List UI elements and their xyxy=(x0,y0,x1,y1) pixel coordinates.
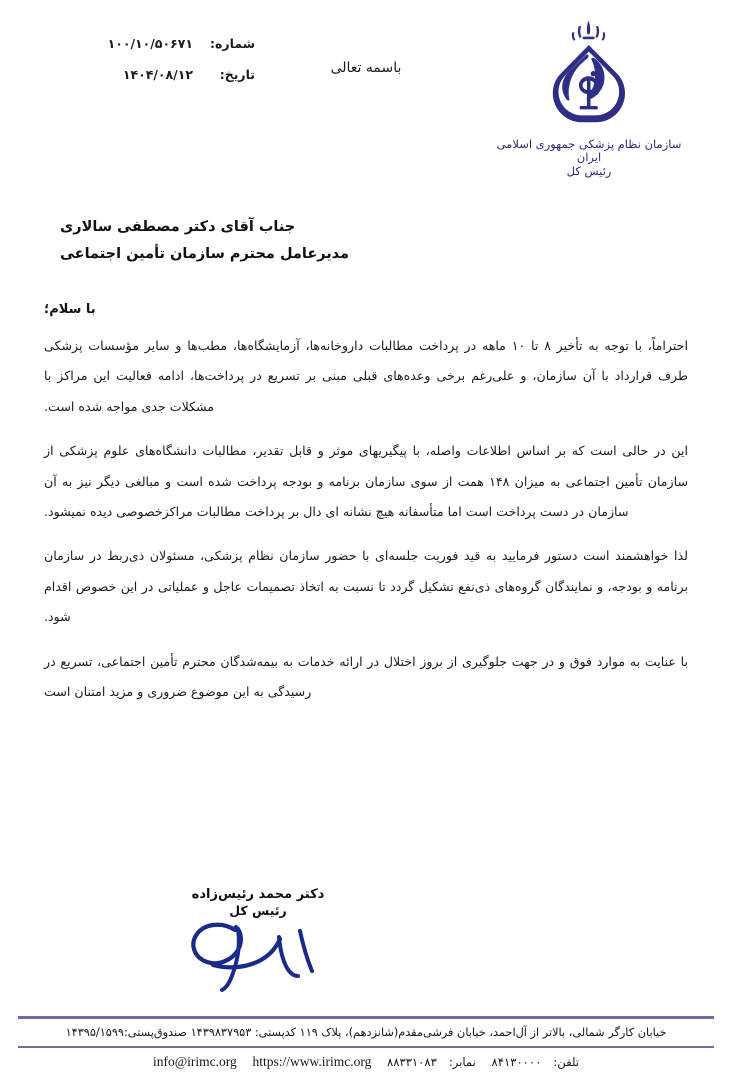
phone-label: تلفن: xyxy=(553,1055,580,1069)
body-paragraph: لذا خواهشمند است دستور فرمایید به قید فوریت جلسه‌ای با حضور سازمان نظام پزشکی، مسئولان ذی‌ربط در سازمان برنامه و بودجه، و نمایندگان گروه‌های ذی‌نفع تشکیل گردد تا نسبت به اتخاذ تصمیمات عاجل و عملیاتی در این خصوص اقدام شود. xyxy=(44,548,688,625)
letter-body xyxy=(44,302,688,708)
basmala-text: باسمه تعالی xyxy=(330,60,402,76)
fax-label: نمابر: xyxy=(448,1055,476,1069)
website-link[interactable]: https://www.irimc.org xyxy=(252,1054,372,1069)
document-date-label: تاریخ: xyxy=(219,67,255,82)
signature-block xyxy=(118,886,398,993)
document-number-value: ۱۰۰/۱۰/۵۰۶۷۱ xyxy=(107,36,193,51)
body-paragraph: با عنایت به موارد فوق و در جهت جلوگیری از بروز اختلال در ارائه خدمات به بیمه‌شدگان محترم تأمین اجتماعی، تسریع در رسیدگی به این موضوع ضروری و مزید امتنان است xyxy=(44,653,688,700)
organization-name: سازمان نظام پزشکی جمهوری اسلامی ایران xyxy=(496,137,682,164)
fax-value: ۸۸۳۳۱۰۸۳ xyxy=(387,1055,437,1069)
organization-logo xyxy=(494,14,684,178)
signatory-title: رئیس کل xyxy=(229,902,287,918)
footer-address: خیابان کارگر شمالی، بالاتر از آل‌احمد، خیابان فرشی‌مقدم(شانزدهم)، پلاک ۱۱۹ کدپستی: ۱۴۳۹۸۳۷۹۵۳ صندوق‌پستی:۱۴۳۹۵/۱۵۹۹ xyxy=(65,1025,667,1039)
phone-value: ۸۴۱۳۰۰۰۰ xyxy=(491,1055,542,1069)
email-link[interactable]: info@irimc.org xyxy=(152,1054,237,1069)
addressee-name: جناب آقای دکتر مصطفی سالاری xyxy=(60,219,296,235)
document-date-value: ۱۴۰۴/۰۸/۱۲ xyxy=(122,67,193,82)
letter-header xyxy=(0,0,732,200)
addressee-title: مدیرعامل محترم سازمان تأمین اجتماعی xyxy=(60,245,350,262)
body-paragraph: احتراماً، با توجه به تأخیر ۸ تا ۱۰ ماهه در پرداخت مطالبات داروخانه‌ها، آزمایشگاه‌ها، مطب‌ها و سایر مؤسسات پزشکی طرف قرارداد با آن سازمان، و علی‌رغم برخی وعده‌های قبلی مبنی بر تسریع در پرداخت‌ها، ادامه فعالیت این مراکز با مشکلات جدی مواجه شده است. xyxy=(44,337,688,414)
body-paragraph: این در حالی است که بر اساس اطلاعات واصله، با پیگیریهای موثر و قابل تقدیر، مطالبات دانشگاه‌های علوم پزشکی از سازمان تأمین اجتماعی به میزان ۱۴۸ همت از سوی سازمان برنامه و بودجه پرداخت شده است و مبالغی دیگر نیز به آن سازمان در دست پرداخت است اما متأسفانه هیچ نشانه ای دال بر پرداخت مطالبات مراکزخصوصی دیده نمیشود. xyxy=(44,443,688,519)
addressee-block xyxy=(60,214,672,268)
document-number-label: شماره: xyxy=(210,36,255,51)
footer-contact xyxy=(0,1048,732,1080)
signatory-name: دکتر محمد رئیس‌زاده xyxy=(191,887,325,902)
organization-role: رئیس کل xyxy=(566,164,612,179)
document-number-row xyxy=(45,36,255,51)
irimc-emblem-icon xyxy=(494,14,684,136)
salutation-text: با سلام؛ xyxy=(44,301,96,317)
handwritten-signature-icon xyxy=(118,921,398,993)
letter-footer xyxy=(0,1016,732,1080)
